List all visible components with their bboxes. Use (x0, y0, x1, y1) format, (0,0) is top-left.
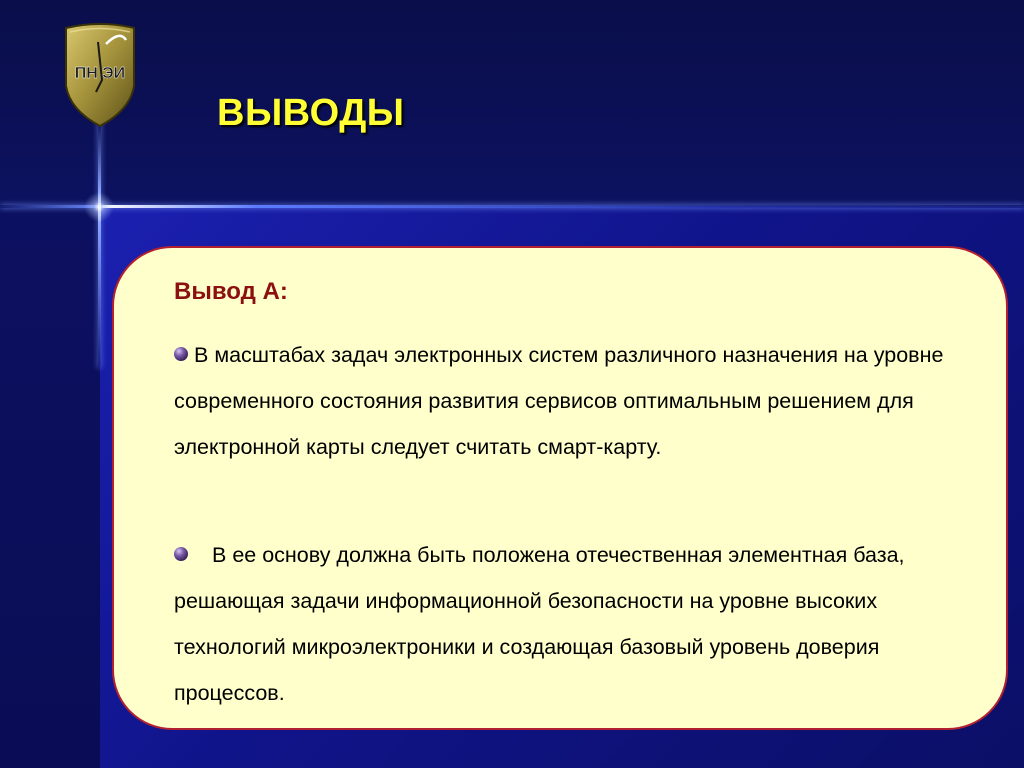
conclusion-card (112, 246, 1008, 730)
card-heading: Вывод А: (174, 278, 288, 305)
left-strip-background (0, 207, 100, 768)
conclusion-point (174, 532, 984, 716)
slide-title: ВЫВОДЫ (217, 92, 405, 134)
bullet-icon (174, 347, 188, 361)
point-text: В масштабах задач электронных систем различного назначения на уровне современного состояния развития сервисов оптимальным решением для электронной карты следует считать смарт-карту. (174, 343, 944, 459)
light-flare (84, 192, 114, 222)
shield-emblem-icon (60, 22, 140, 128)
vertical-light-line (98, 118, 101, 368)
bullet-icon (174, 547, 188, 561)
horizontal-light-line (0, 205, 1024, 208)
logo-text: ПН ЭИ (74, 65, 126, 82)
point-text: В ее основу должна быть положена отечественная элементная база, решающая задачи информационной безопасности на уровне высоких технологий микроэлектроники и создающая базовый уровень доверия процессов. (174, 543, 905, 705)
header-background (0, 0, 1024, 207)
conclusion-point (174, 332, 984, 470)
